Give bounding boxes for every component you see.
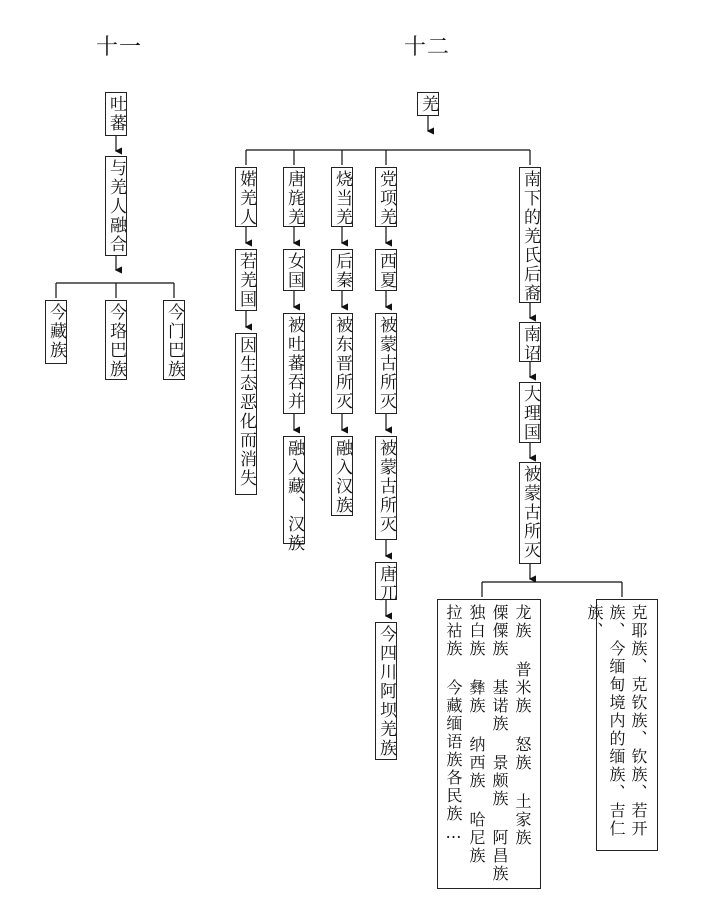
node-b5-3: 被蒙古所灭 <box>519 462 541 564</box>
node-b1-1: 若羌国 <box>235 249 257 311</box>
node-b4-3: 被蒙古所灭 <box>375 436 397 540</box>
node-b3-3: 融入汉族 <box>331 436 353 516</box>
node-b3-2: 被东晋所灭 <box>331 313 353 414</box>
leaf-myanmar-ethnic-groups: 克耶族、克钦族、钦族、若开族、今缅甸境内的缅族、吉仁族、 <box>596 599 658 851</box>
node-merge-qiang: 与羌人融合 <box>105 156 127 256</box>
node-b2-3: 融入藏、汉族 <box>283 436 305 544</box>
node-b1-0: 婼羌人 <box>235 167 257 227</box>
node-b1-2: 因生态恶化而消失 <box>235 333 257 495</box>
node-menba: 今门巴族 <box>163 300 185 380</box>
node-b3-1: 后秦 <box>331 249 353 291</box>
node-tubo: 吐蕃 <box>105 92 127 136</box>
node-b4-1: 西夏 <box>375 249 397 291</box>
node-b4-5: 今四川阿坝羌族 <box>375 622 397 760</box>
node-zang: 今藏族 <box>45 300 67 364</box>
node-b4-2: 被蒙古所灭 <box>375 313 397 414</box>
node-b3-0: 烧当羌 <box>331 167 353 227</box>
header-twelve: 十二 <box>404 35 451 60</box>
node-b5-2: 大理国 <box>519 382 541 443</box>
node-qiang: 羌 <box>417 92 439 116</box>
leaf-tibeto-burman-groups: 龙族 普米族 怒族 土家族 傈僳族 基诺族 景颇族 阿昌族 独白族 彝族 纳西族 哈尼族 拉祜族 今藏缅语族各民族… <box>437 599 541 889</box>
node-b2-0: 唐旄羌 <box>283 167 305 227</box>
header-eleven: 十一 <box>96 35 143 60</box>
node-b2-2: 被吐蕃吞并 <box>283 313 305 414</box>
node-luoba: 今珞巴族 <box>105 300 127 380</box>
node-b4-4: 唐兀 <box>375 562 397 600</box>
node-b4-0: 党项羌 <box>375 167 397 227</box>
node-b2-1: 女国 <box>283 249 305 291</box>
node-b5-1: 南诏 <box>519 322 541 362</box>
node-b5-0: 南下的羌氏后裔 <box>519 167 541 303</box>
